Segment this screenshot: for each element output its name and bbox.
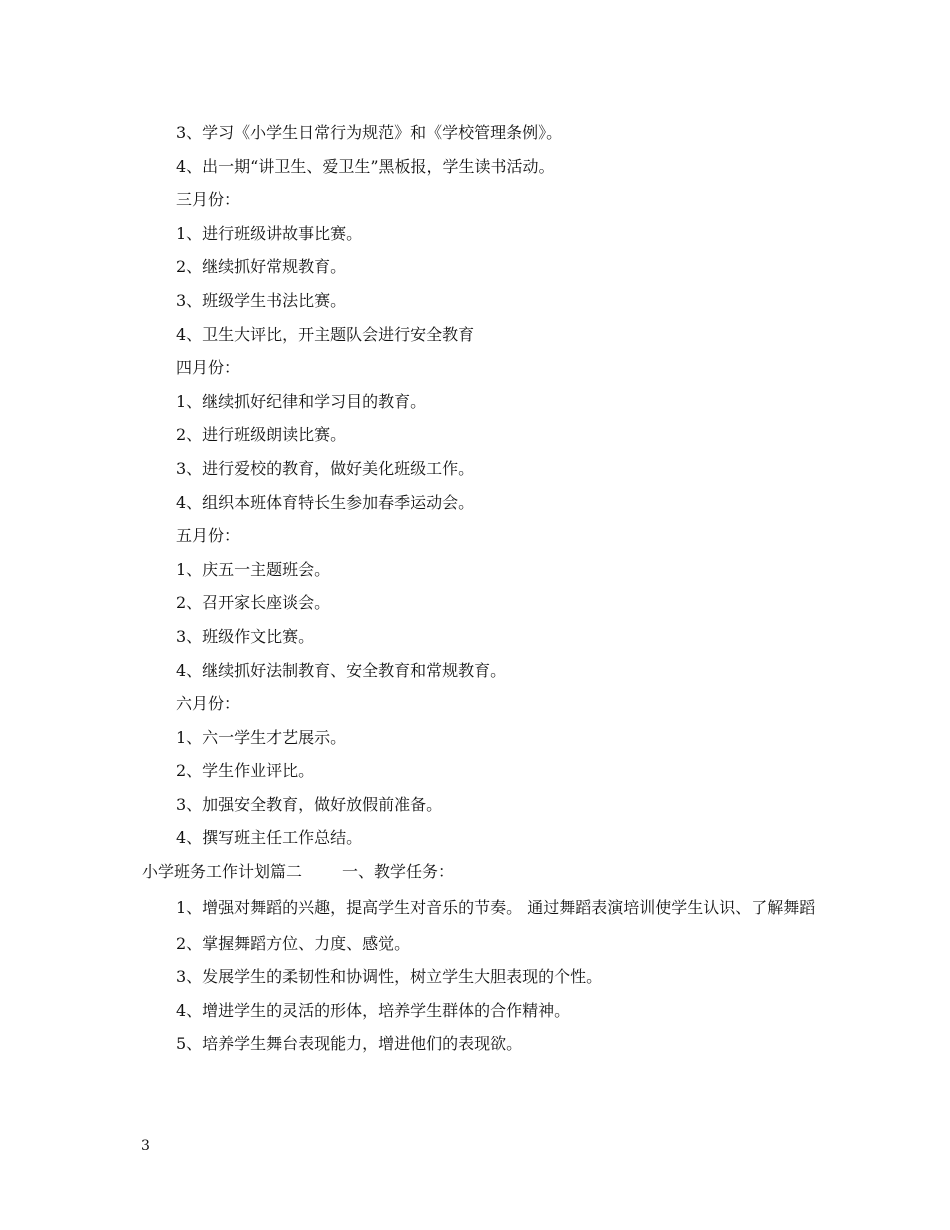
document-body xyxy=(142,116,822,1061)
section-subtitle: 一、教学任务： xyxy=(342,862,455,882)
task-item: 3、发展学生的柔韧性和协调性，树立学生大胆表现的个性。 xyxy=(176,967,603,987)
text-line: 1、六一学生才艺展示。 xyxy=(176,727,347,747)
text-line: 2、学生作业评比。 xyxy=(176,761,315,781)
text-line: 1、进行班级讲故事比赛。 xyxy=(176,223,363,243)
section-heading xyxy=(142,855,822,889)
month-heading-may: 五月份： xyxy=(176,526,241,546)
task-item-wrapped: 1、增强对舞蹈的兴趣，提高学生对音乐的节奏。 通过舞蹈表演培训使学生认识、了解舞蹈 xyxy=(176,897,816,917)
month-heading-june: 六月份： xyxy=(176,694,241,714)
text-line: 3、班级学生书法比赛。 xyxy=(176,290,347,310)
text-line: 2、召开家长座谈会。 xyxy=(176,593,331,613)
text-line: 4、继续抓好法制教育、安全教育和常规教育。 xyxy=(176,660,507,680)
month-heading-april: 四月份： xyxy=(176,358,241,378)
text-line: 4、撰写班主任工作总结。 xyxy=(176,828,363,848)
text-line: 3、班级作文比赛。 xyxy=(176,626,315,646)
text-line: 2、继续抓好常规教育。 xyxy=(176,257,347,277)
text-line: 3、学习《小学生日常行为规范》和《学校管理条例》。 xyxy=(176,123,563,142)
task-item: 2、掌握舞蹈方位、力度、感觉。 xyxy=(176,933,411,953)
month-heading-march: 三月份： xyxy=(176,190,241,210)
text-line: 3、加强安全教育，做好放假前准备。 xyxy=(176,794,443,814)
text-line: 4、组织本班体育特长生参加春季运动会。 xyxy=(176,492,475,512)
text-line: 3、进行爱校的教育，做好美化班级工作。 xyxy=(176,458,475,478)
task-item: 5、培养学生舞台表现能力，增进他们的表现欲。 xyxy=(176,1034,523,1054)
section-title: 小学班务工作计划篇二 xyxy=(142,862,303,882)
text-line: 2、进行班级朗读比赛。 xyxy=(176,425,347,445)
page-number: 3 xyxy=(141,1138,150,1154)
task-item: 4、增进学生的灵活的形体，培养学生群体的合作精神。 xyxy=(176,1000,571,1020)
text-line: 4、出一期“讲卫生、爱卫生”黑板报，学生读书活动。 xyxy=(176,156,555,176)
text-line: 4、卫生大评比，开主题队会进行安全教育 xyxy=(176,324,475,344)
text-line: 1、继续抓好纪律和学习目的教育。 xyxy=(176,391,427,411)
text-line: 1、庆五一主题班会。 xyxy=(176,559,331,579)
